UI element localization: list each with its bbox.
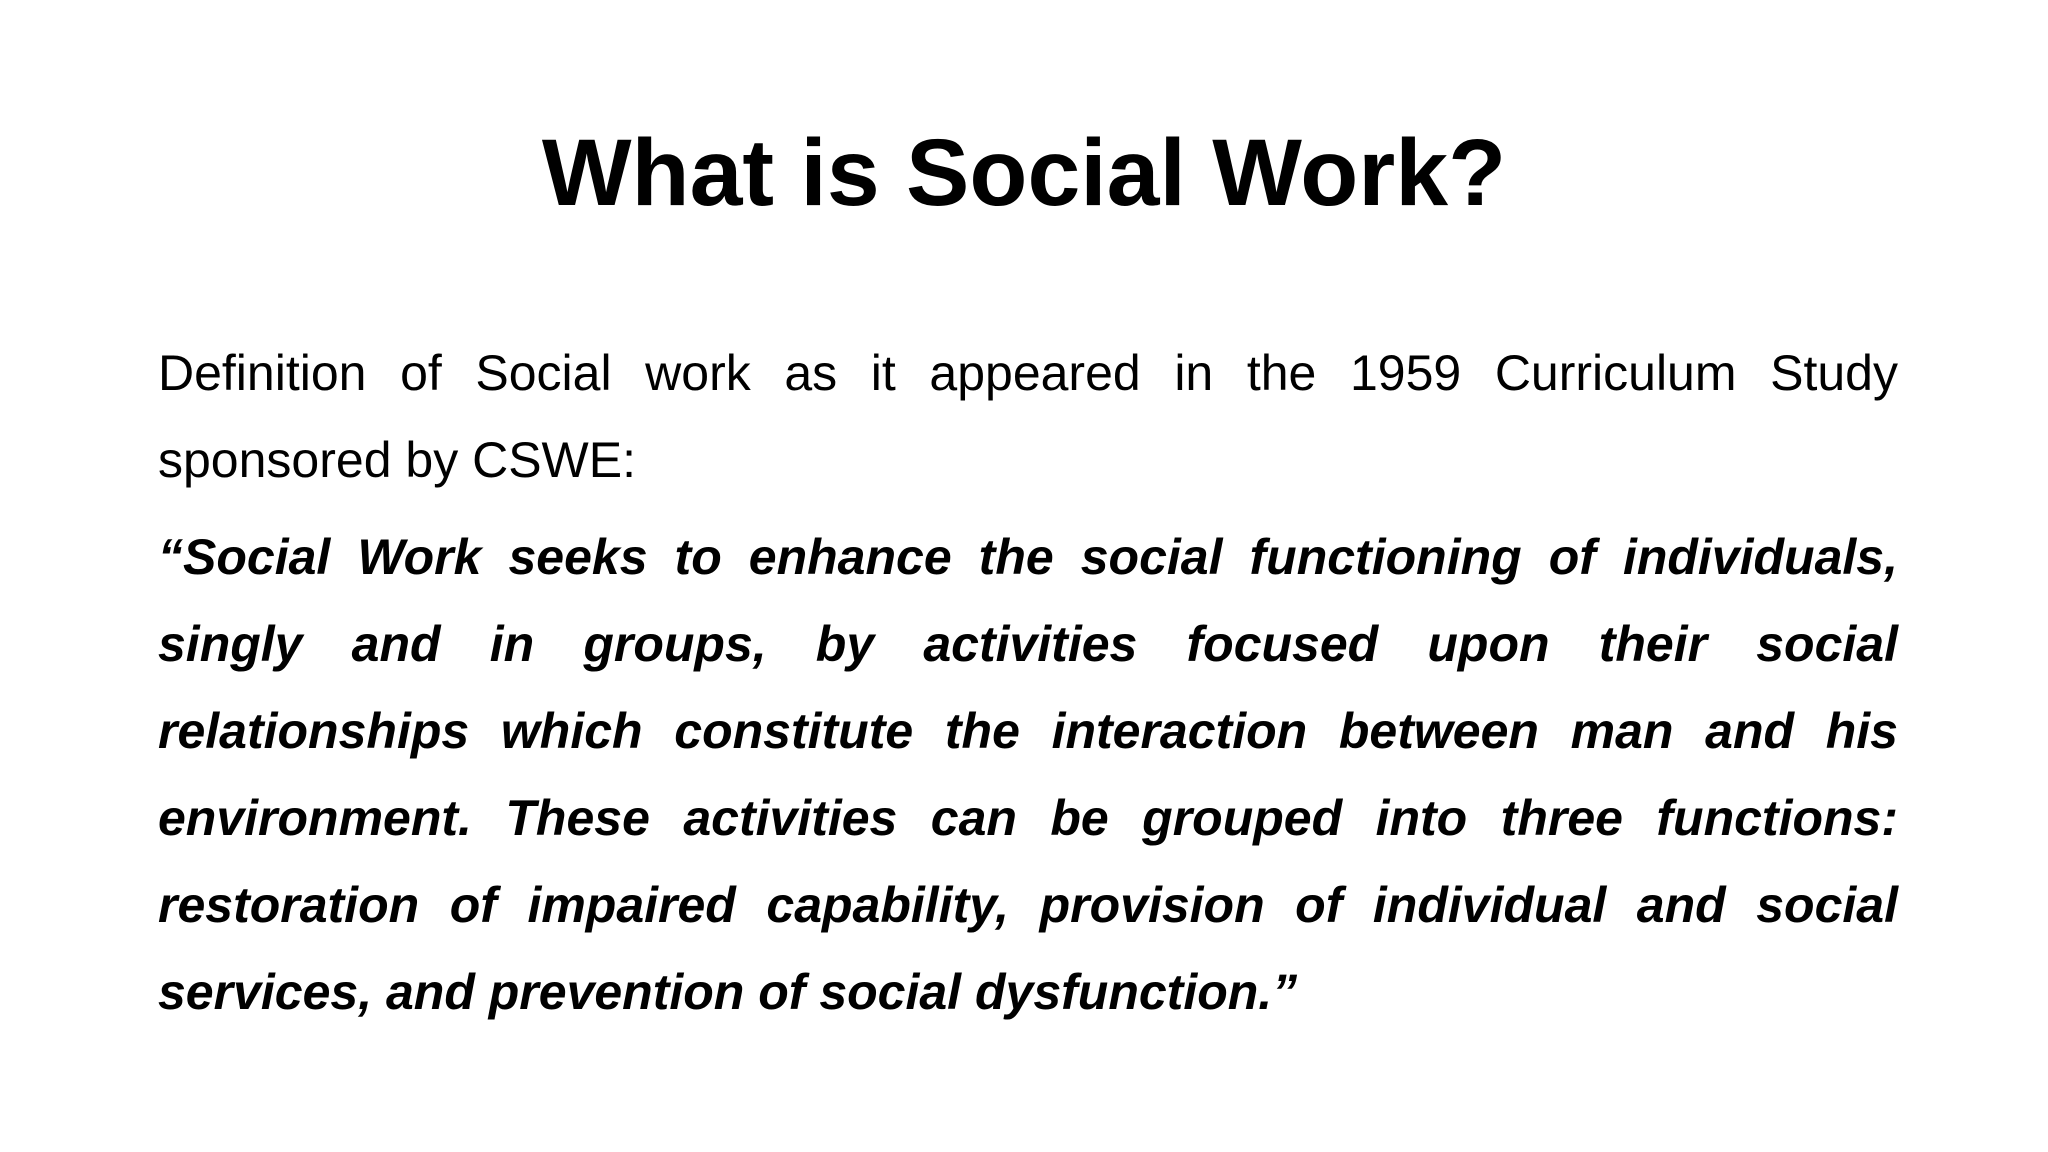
slide-title: What is Social Work? [541,120,1507,226]
intro-paragraph: Definition of Social work as it appeared in the 1959 Curriculum Study sponsored by CSWE: [158,345,1898,488]
slide-body [158,330,1898,1036]
definition-quote: “Social Work seeks to enhance the social functioning of individuals, singly and in groups, by activities focused upon their social relationships which constitute the interaction between man and his environment. These activities can be grouped into three functions: restoration of impaired capability, provision of individual and social services, and prevention of social dysfunction.” [158,529,1898,1020]
